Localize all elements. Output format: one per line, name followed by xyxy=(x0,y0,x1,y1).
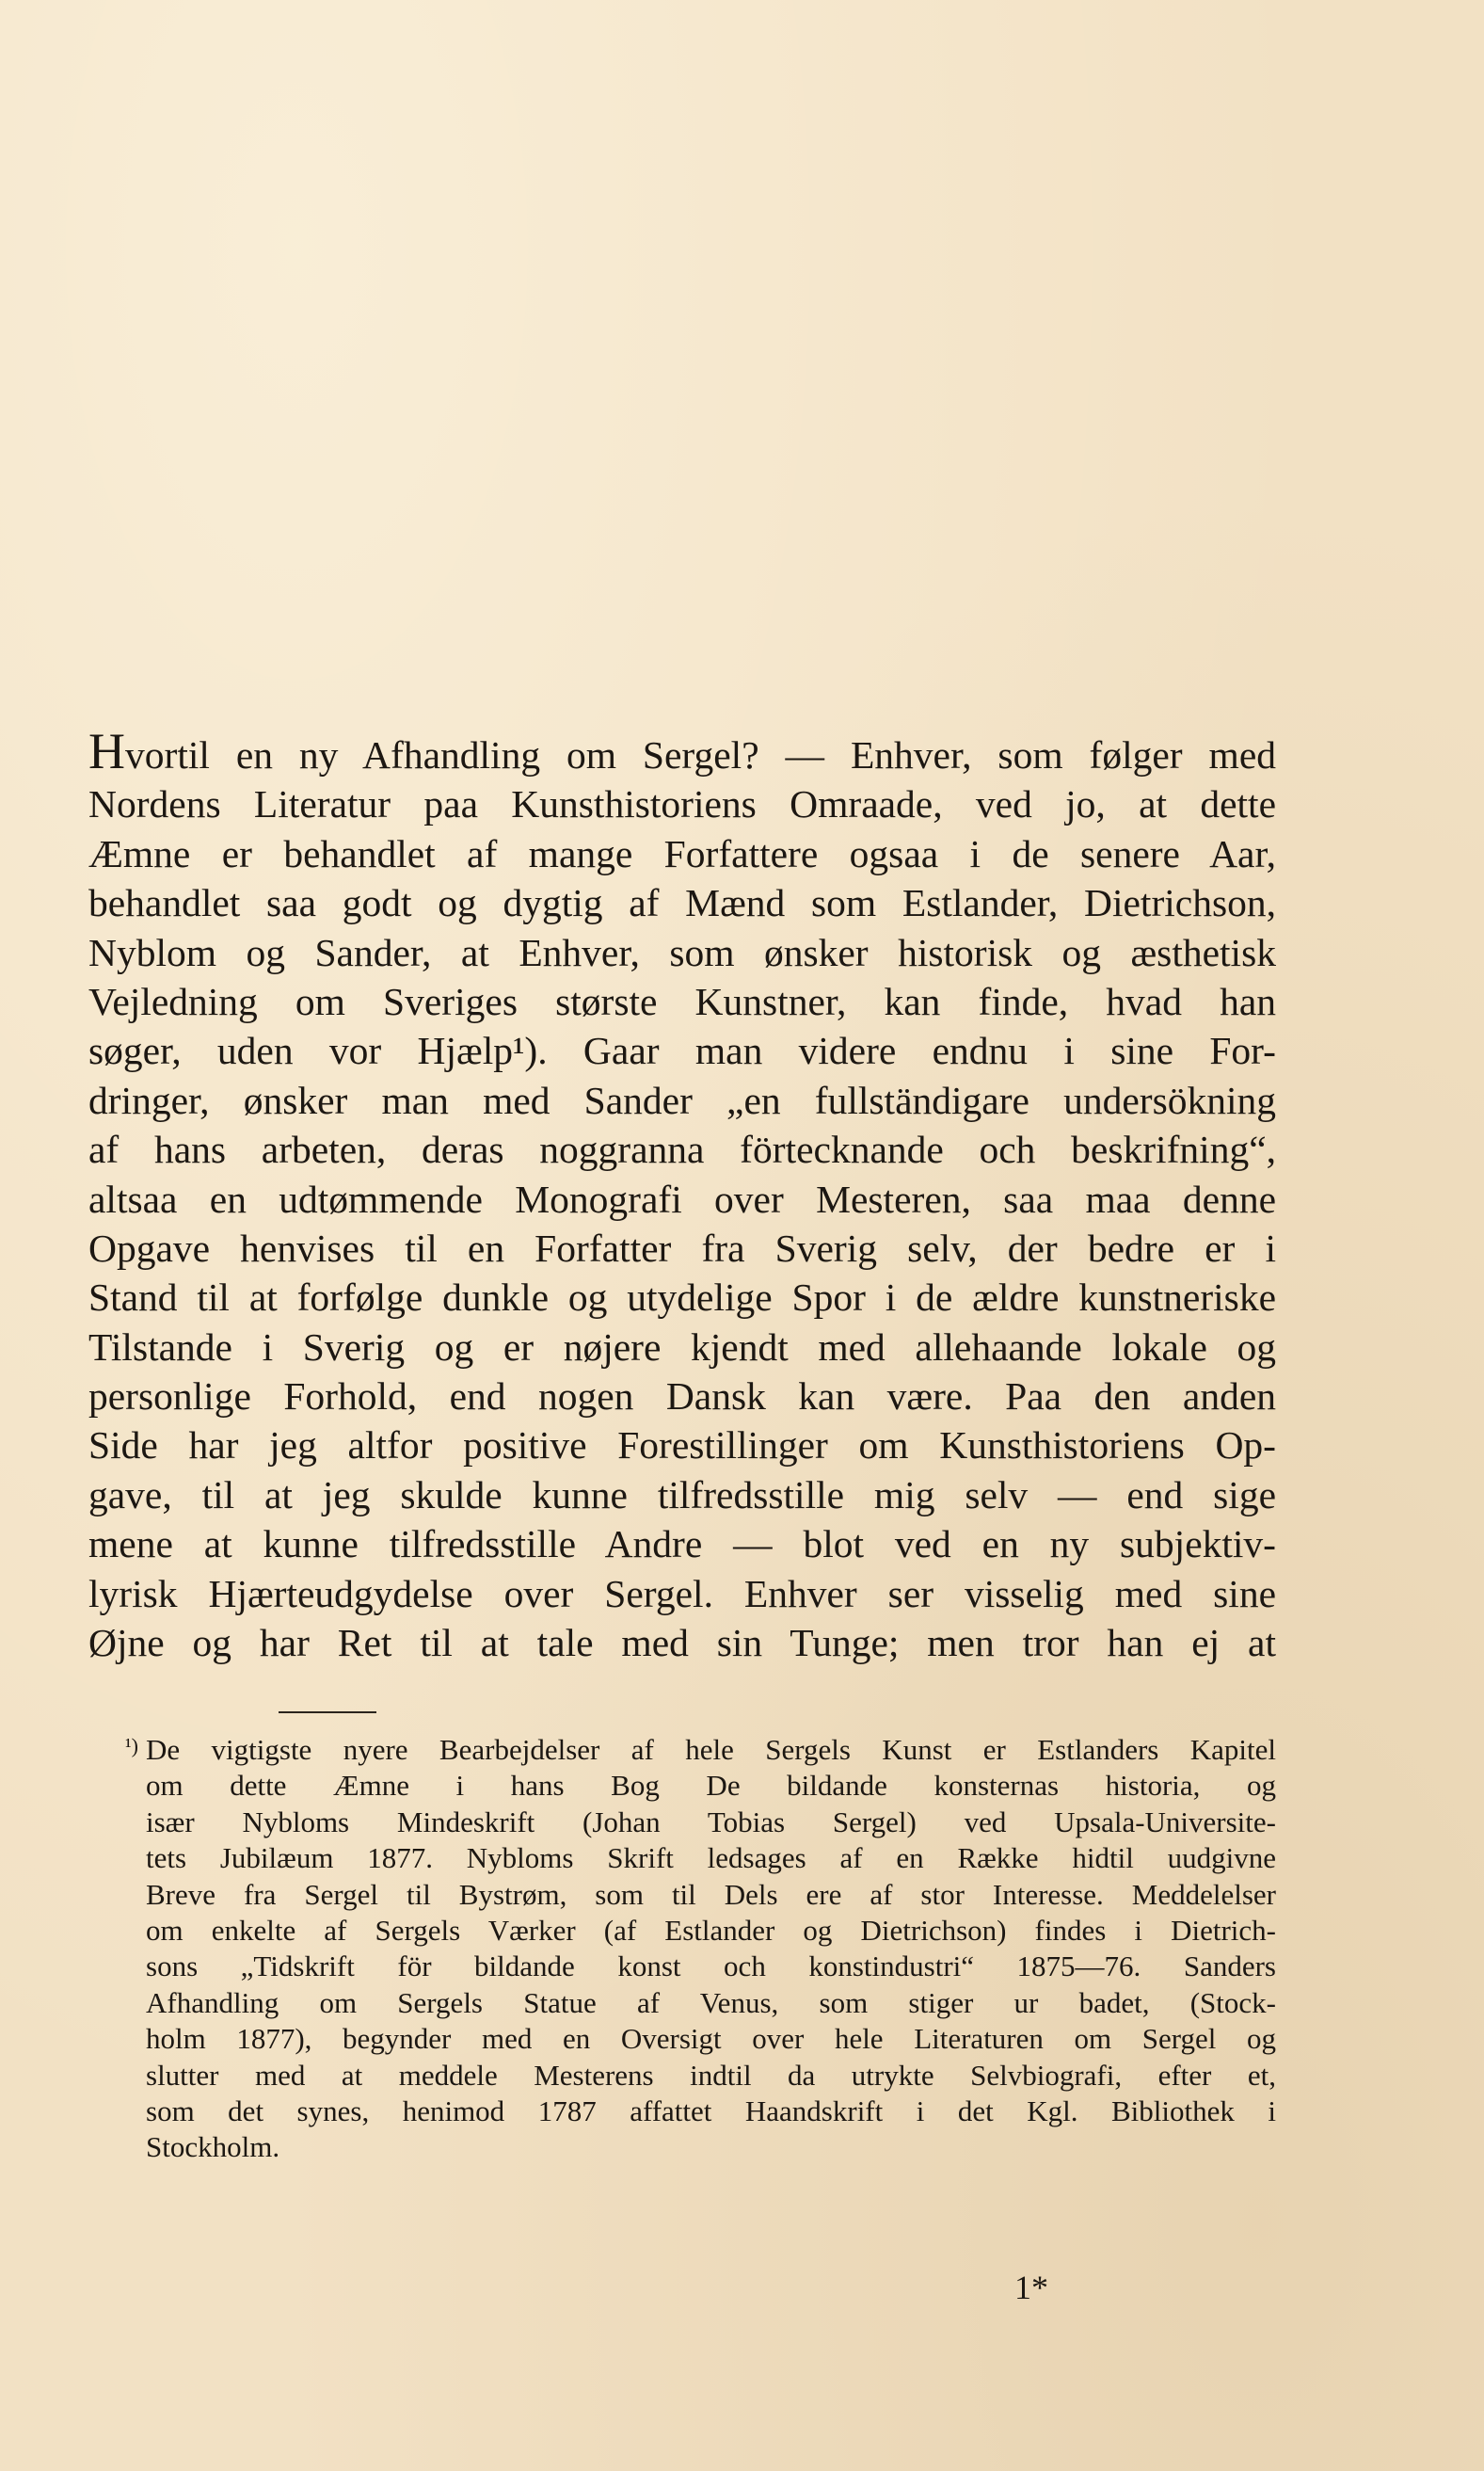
text-line: mene at kunne tilfredsstille Andre — blot ved en ny subjektiv- xyxy=(88,1522,1276,1566)
text-line: Stand til at forfølge dunkle og utydelige Spor i de ældre kunstneriske xyxy=(88,1276,1276,1320)
footnote-line: Stockholm. xyxy=(146,2130,280,2164)
drop-cap: H xyxy=(88,723,125,779)
footnote-line: sons „Tidskrift för bildande konst och konstindustri“ 1875—76. Sanders xyxy=(146,1950,1276,1983)
text-line: Øjne og har Ret til at tale med sin Tunge; men tror han ej at xyxy=(88,1621,1276,1665)
footnote-line: som det synes, henimod 1787 affattet Haandskrift i det Kgl. Bibliothek i xyxy=(146,2094,1276,2127)
text-line: behandlet saa godt og dygtig af Mænd som Estlander, Dietrichson, xyxy=(88,881,1276,925)
signature-mark: 1* xyxy=(1014,2269,1048,2306)
text-line: Side har jeg altfor positive Forestillinger om Kunsthistoriens Op- xyxy=(88,1423,1276,1468)
text-line: lyrisk Hjærteudgydelse over Sergel. Enhver ser visselig med sine xyxy=(88,1571,1276,1615)
footnote-line: Breve fra Sergel til Bystrøm, som til Dels ere af stor Interesse. Meddelelser xyxy=(146,1877,1276,1911)
footnote-line: om dette Æmne i hans Bog De bildande konsternas historia, og xyxy=(146,1769,1276,1803)
text-line: personlige Forhold, end nogen Dansk kan være. Paa den anden xyxy=(88,1374,1276,1419)
text-line: Nyblom og Sander, at Enhver, som ønsker historisk og æsthetisk xyxy=(88,930,1276,974)
text-line: Hvortil en ny Afhandling om Sergel? — Enhver, som følger med xyxy=(88,723,1276,779)
text-line: Vejledning om Sveriges største Kunstner, kan finde, hvad han xyxy=(88,979,1276,1023)
footnote-line: tets Jubilæum 1877. Nybloms Skrift ledsages af en Række hidtil uudgivne xyxy=(146,1841,1276,1875)
main-text xyxy=(88,723,1276,1667)
text-line: Opgave henvises til en Forfatter fra Sverig selv, der bedre er i xyxy=(88,1226,1276,1270)
text-line: gave, til at jeg skulde kunne tilfredsstille mig selv — end sige xyxy=(88,1472,1276,1516)
text-line: altsaa en udtømmende Monografi over Mesteren, saa maa denne xyxy=(88,1177,1276,1221)
footnote-line: holm 1877), begynder med en Oversigt over hele Literaturen om Sergel og xyxy=(146,2022,1276,2056)
footnote xyxy=(125,1732,1276,2166)
footnote-line: især Nybloms Mindeskrift (Johan Tobias Sergel) ved Upsala-Universite- xyxy=(146,1805,1276,1838)
text-line: Nordens Literatur paa Kunsthistoriens Omraade, ved jo, at dette xyxy=(88,782,1276,826)
footnote-line: slutter med at meddele Mesterens indtil da utrykte Selvbiografi, efter et, xyxy=(146,2058,1276,2092)
text-line: af hans arbeten, deras noggranna förtecknande och beskrifning“, xyxy=(88,1128,1276,1172)
footnote-line: om enkelte af Sergels Værker (af Estlander og Dietrichson) findes i Dietrich- xyxy=(146,1913,1276,1947)
text-line: søger, uden vor Hjælp¹). Gaar man videre endnu i sine For- xyxy=(88,1029,1276,1073)
footnote-line: De vigtigste nyere Bearbejdelser af hele Sergels Kunst er Estlanders Kapitel xyxy=(146,1733,1276,1766)
footnote-divider xyxy=(279,1711,376,1713)
footnote-marker: ¹) xyxy=(125,1734,138,1757)
footnote-line: Afhandling om Sergels Statue af Venus, som stiger ur badet, (Stock- xyxy=(146,1985,1276,2019)
text-line: Æmne er behandlet af mange Forfattere ogsaa i de senere Aar, xyxy=(88,831,1276,875)
text-line: Tilstande i Sverig og er nøjere kjendt med allehaande lokale og xyxy=(88,1324,1276,1369)
text-line: dringer, ønsker man med Sander „en fullständigare undersökning xyxy=(88,1078,1276,1122)
